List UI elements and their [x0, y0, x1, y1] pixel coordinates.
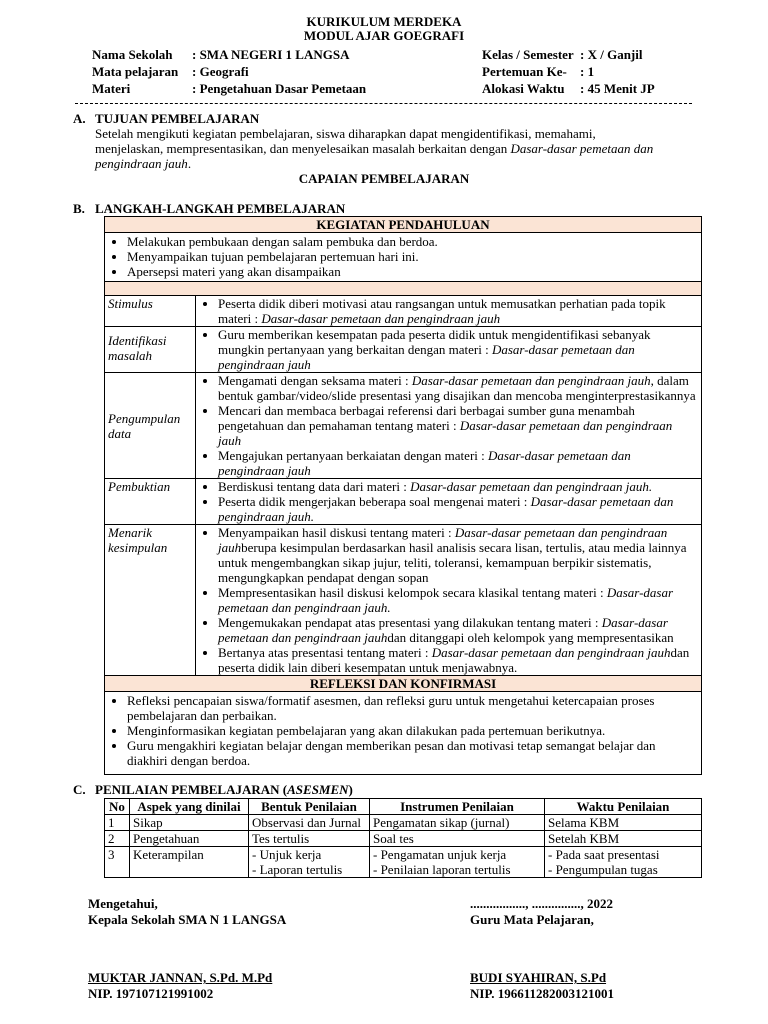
mapel-value: : Geografi: [192, 64, 249, 79]
col-aspek: Aspek yang dinilai: [130, 799, 249, 815]
menarik-topic: Dasar-dasar pemetaan dan pengindraan jauh: [218, 525, 668, 555]
kepala-sekolah-nip: NIP. 197107121991002: [88, 986, 214, 1001]
document-title: KURIKULUM MERDEKA: [306, 14, 462, 29]
guru-nip: NIP. 196611282003121001: [470, 986, 614, 1001]
penilaian-table: [104, 798, 702, 878]
step-pengumpulan: Pengumpulan data: [105, 373, 196, 479]
menarik-cell: [196, 525, 702, 676]
sekolah-value: : SMA NEGERI 1 LANGSA: [192, 47, 350, 62]
list-item: [218, 373, 698, 403]
pengumpulan-topic: Dasar-dasar pemetaan dan pengindraan jauh: [411, 373, 651, 388]
col-bentuk: Bentuk Penilaian: [249, 799, 370, 815]
step-stimulus: Stimulus: [105, 296, 196, 327]
guru-label: Guru Mata Pelajaran,: [470, 912, 594, 927]
capaian-heading: CAPAIAN PEMBELAJARAN: [298, 171, 470, 186]
refleksi-list: [108, 693, 698, 768]
section-b-letter: B.: [73, 201, 85, 216]
cell-instrumen: Soal tes: [370, 831, 545, 847]
kelas-value: : X / Ganjil: [580, 47, 643, 62]
pendahuluan-cell: [105, 233, 702, 282]
list-item: [218, 525, 698, 585]
menarik-topic: Dasar-dasar pemetaan dan pengindraan jauh: [218, 615, 668, 645]
pembuktian-cell: [196, 479, 702, 525]
menarik-text: berupa kesimpulan berdasarkan hasil analisis secara lisan, tertulis, atau media lainnya untuk mengembangkan sikap jujur, teliti, toleransi, kemampuan berpikir sistematis, mengungkapkan pendapat dengan sopan: [218, 540, 687, 585]
instrumen-line: - Penilaian laporan tertulis: [373, 862, 511, 877]
list-item: [218, 296, 698, 326]
cell-no: 1: [105, 815, 130, 831]
pembuktian-text: Berdiskusi tentang data dari materi :: [218, 479, 411, 494]
pengumpulan-text: Mengamati dengan seksama materi :: [218, 373, 412, 388]
section-b-title: LANGKAH-LANGKAH PEMBELAJARAN: [95, 201, 346, 216]
langkah-table: [104, 216, 702, 775]
list-item: [218, 645, 698, 675]
waktu-line: - Pengumpulan tugas: [548, 862, 658, 877]
step-menarik: Menarik kesimpulan: [105, 525, 196, 676]
tujuan-line-2: [95, 141, 705, 156]
section-a-letter: A.: [73, 111, 86, 126]
identifikasi-topic: Dasar-dasar pemetaan dan pengindraan jauh: [218, 342, 635, 372]
stimulus-topic: Dasar-dasar pemetaan dan pengindraan jauh: [261, 311, 501, 326]
list-item: [218, 615, 698, 645]
kepala-sekolah-name: MUKTAR JANNAN, S.Pd. M.Pd: [88, 970, 273, 985]
kelas-label: Kelas / Semester: [482, 47, 574, 62]
section-a-title: TUJUAN PEMBELAJARAN: [95, 111, 260, 126]
cell-no: 2: [105, 831, 130, 847]
table-row: [105, 847, 702, 878]
pengumpulan-text: Mencari dan membaca berbagai referensi dari berbagai sumber guna menambah pengetahuan dan pemahaman tentang materi :: [218, 403, 635, 433]
menarik-text: Mengemukakan pendapat atas presentasi yang dilakukan tentang materi :: [218, 615, 602, 630]
list-item: [218, 448, 698, 478]
stimulus-text: Peserta didik diberi motivasi atau rangsangan untuk memusatkan perhatian pada topik materi :: [218, 296, 666, 326]
materi-value: : Pengetahuan Dasar Pemetaan: [192, 81, 367, 96]
tujuan-paragraph: [95, 126, 705, 171]
mengetahui-label: Mengetahui,: [88, 896, 158, 911]
pengumpulan-text: , dalam bentuk gambar/video/slide presentasi yang disajikan dan mencoba menginterprestasikannya: [218, 373, 696, 403]
tujuan-topic: Dasar-dasar pemetaan dan: [510, 141, 654, 156]
col-no: No: [105, 799, 130, 815]
pengumpulan-topic: Dasar-dasar pemetaan dan pengindraan jauh: [218, 418, 673, 448]
cell-waktu: [545, 847, 702, 878]
menarik-text: dan ditanggapi oleh kelompok yang mempresentasikan: [387, 630, 674, 645]
pertemuan-label: Pertemuan Ke-: [482, 64, 567, 79]
pendahuluan-list: [108, 234, 698, 279]
menarik-text: dan peserta didik lain diberi kesempatan untuk menjawabnya.: [218, 645, 690, 675]
tujuan-period: .: [187, 156, 192, 171]
tujuan-line-1: Setelah mengikuti kegiatan pembelajaran, siswa diharapkan dapat mengidentifikasi, memahami,: [95, 126, 596, 141]
cell-instrumen: Pengamatan sikap (jurnal): [370, 815, 545, 831]
waktu-line: - Pada saat presentasi: [548, 847, 660, 862]
list-item: • Refleksi pencapaian siswa/formatif asesmen, dan refleksi guru untuk mengetahui ketercapaian proses pembelajaran dan perbaikan.: [127, 693, 698, 723]
table-row: [105, 831, 702, 847]
alokasi-value: : 45 Menit JP: [580, 81, 655, 96]
cell-bentuk: Observasi dan Jurnal: [249, 815, 370, 831]
mapel-label: Mata pelajaran: [92, 64, 179, 79]
pertemuan-value: : 1: [580, 64, 595, 79]
identifikasi-cell: [196, 327, 702, 373]
cell-aspek: Sikap: [130, 815, 249, 831]
cell-aspek: Pengetahuan: [130, 831, 249, 847]
pendahuluan-header: KEGIATAN PENDAHULUAN: [105, 217, 702, 233]
kepala-sekolah-label: Kepala Sekolah SMA N 1 LANGSA: [88, 912, 287, 927]
list-item: [218, 327, 698, 372]
cell-aspek: Keterampilan: [130, 847, 249, 878]
instrumen-line: - Pengamatan unjuk kerja: [373, 847, 507, 862]
sekolah-label: Nama Sekolah: [92, 47, 173, 62]
refleksi-cell: [105, 692, 702, 775]
pembuktian-topic: Dasar-dasar pemetaan dan pengindraan jauh.: [218, 494, 674, 524]
signature-date: ................., ..............., 2022: [470, 896, 613, 911]
section-c-letter: C.: [73, 782, 86, 797]
cell-instrumen: [370, 847, 545, 878]
list-item: • Melakukan pembukaan dengan salam pembuka dan berdoa.: [127, 234, 698, 249]
list-item: [218, 585, 698, 615]
menarik-text: Bertanya atas presentasi tentang materi :: [218, 645, 432, 660]
tujuan-line-3: [95, 156, 705, 171]
cell-bentuk: Tes tertulis: [249, 831, 370, 847]
list-item: • Guru mengakhiri kegiatan belajar dengan memberikan pesan dan motivasi tetap semangat belajar dan diakhiri dengan berdoa.: [127, 738, 698, 768]
pengumpulan-text: Mengajukan pertanyaan berkaiatan dengan materi :: [218, 448, 488, 463]
bentuk-line: - Laporan tertulis: [252, 862, 343, 877]
document-subtitle: MODUL AJAR GOEGRAFI: [303, 28, 465, 43]
list-item: • Menyampaikan tujuan pembelajaran pertemuan hari ini.: [127, 249, 698, 264]
menarik-text: Mempresentasikan hasil diskusi kelompok secara klasikal tentang materi :: [218, 585, 607, 600]
table-header-row: [105, 799, 702, 815]
list-item: • Menginformasikan kegiatan pembelajaran yang akan dilakukan pada pertemuan berikutnya.: [127, 723, 698, 738]
table-row: [105, 815, 702, 831]
pink-spacer: [105, 282, 702, 296]
materi-label: Materi: [92, 81, 131, 96]
pembuktian-topic: Dasar-dasar pemetaan dan pengindraan jauh.: [410, 479, 653, 494]
guru-name: BUDI SYAHIRAN, S.Pd: [470, 970, 607, 985]
list-item: [218, 494, 698, 524]
pembuktian-text: Peserta didik mengerjakan beberapa soal mengenai materi :: [218, 494, 531, 509]
list-item: [218, 479, 698, 494]
section-c-title: [95, 782, 353, 797]
pengumpulan-cell: [196, 373, 702, 479]
cell-waktu: Setelah KBM: [545, 831, 702, 847]
cell-no: 3: [105, 847, 130, 878]
col-waktu: Waktu Penilaian: [545, 799, 702, 815]
step-identifikasi: Identifikasi masalah: [105, 327, 196, 373]
refleksi-header: REFLEKSI DAN KONFIRMASI: [105, 676, 702, 692]
cell-bentuk: [249, 847, 370, 878]
menarik-text: Menyampaikan hasil diskusi tentang materi :: [218, 525, 455, 540]
col-instrumen: Instrumen Penilaian: [370, 799, 545, 815]
dashed-divider: [75, 103, 692, 104]
section-c-title-end: ): [348, 782, 353, 797]
list-item: • Apersepsi materi yang akan disampaikan: [127, 264, 698, 279]
menarik-topic: Dasar-dasar pemetaan dan pengindraan jauh.: [218, 585, 674, 615]
tujuan-text: menjelaskan, mempresentasikan, dan menyelesaikan masalah berkaitan dengan: [95, 141, 511, 156]
bentuk-line: - Unjuk kerja: [252, 847, 322, 862]
identifikasi-text: Guru memberikan kesempatan pada peserta didik untuk mengidentifikasi sebanyak mungkin pertanyaan yang berkaitan dengan materi :: [218, 327, 651, 357]
alokasi-label: Alokasi Waktu: [482, 81, 565, 96]
pengumpulan-topic: Dasar-dasar pemetaan dan pengindraan jauh: [218, 448, 631, 478]
cell-waktu: Selama KBM: [545, 815, 702, 831]
list-item: [218, 403, 698, 448]
section-c-title-emph: ASESMEN: [287, 782, 349, 797]
tujuan-topic-cont: pengindraan jauh: [95, 156, 188, 171]
section-c-title-text: PENILAIAN PEMBELAJARAN (: [95, 782, 288, 797]
step-pembuktian: Pembuktian: [105, 479, 196, 525]
stimulus-cell: [196, 296, 702, 327]
menarik-topic: Dasar-dasar pemetaan dan pengindraan jauh: [431, 645, 671, 660]
